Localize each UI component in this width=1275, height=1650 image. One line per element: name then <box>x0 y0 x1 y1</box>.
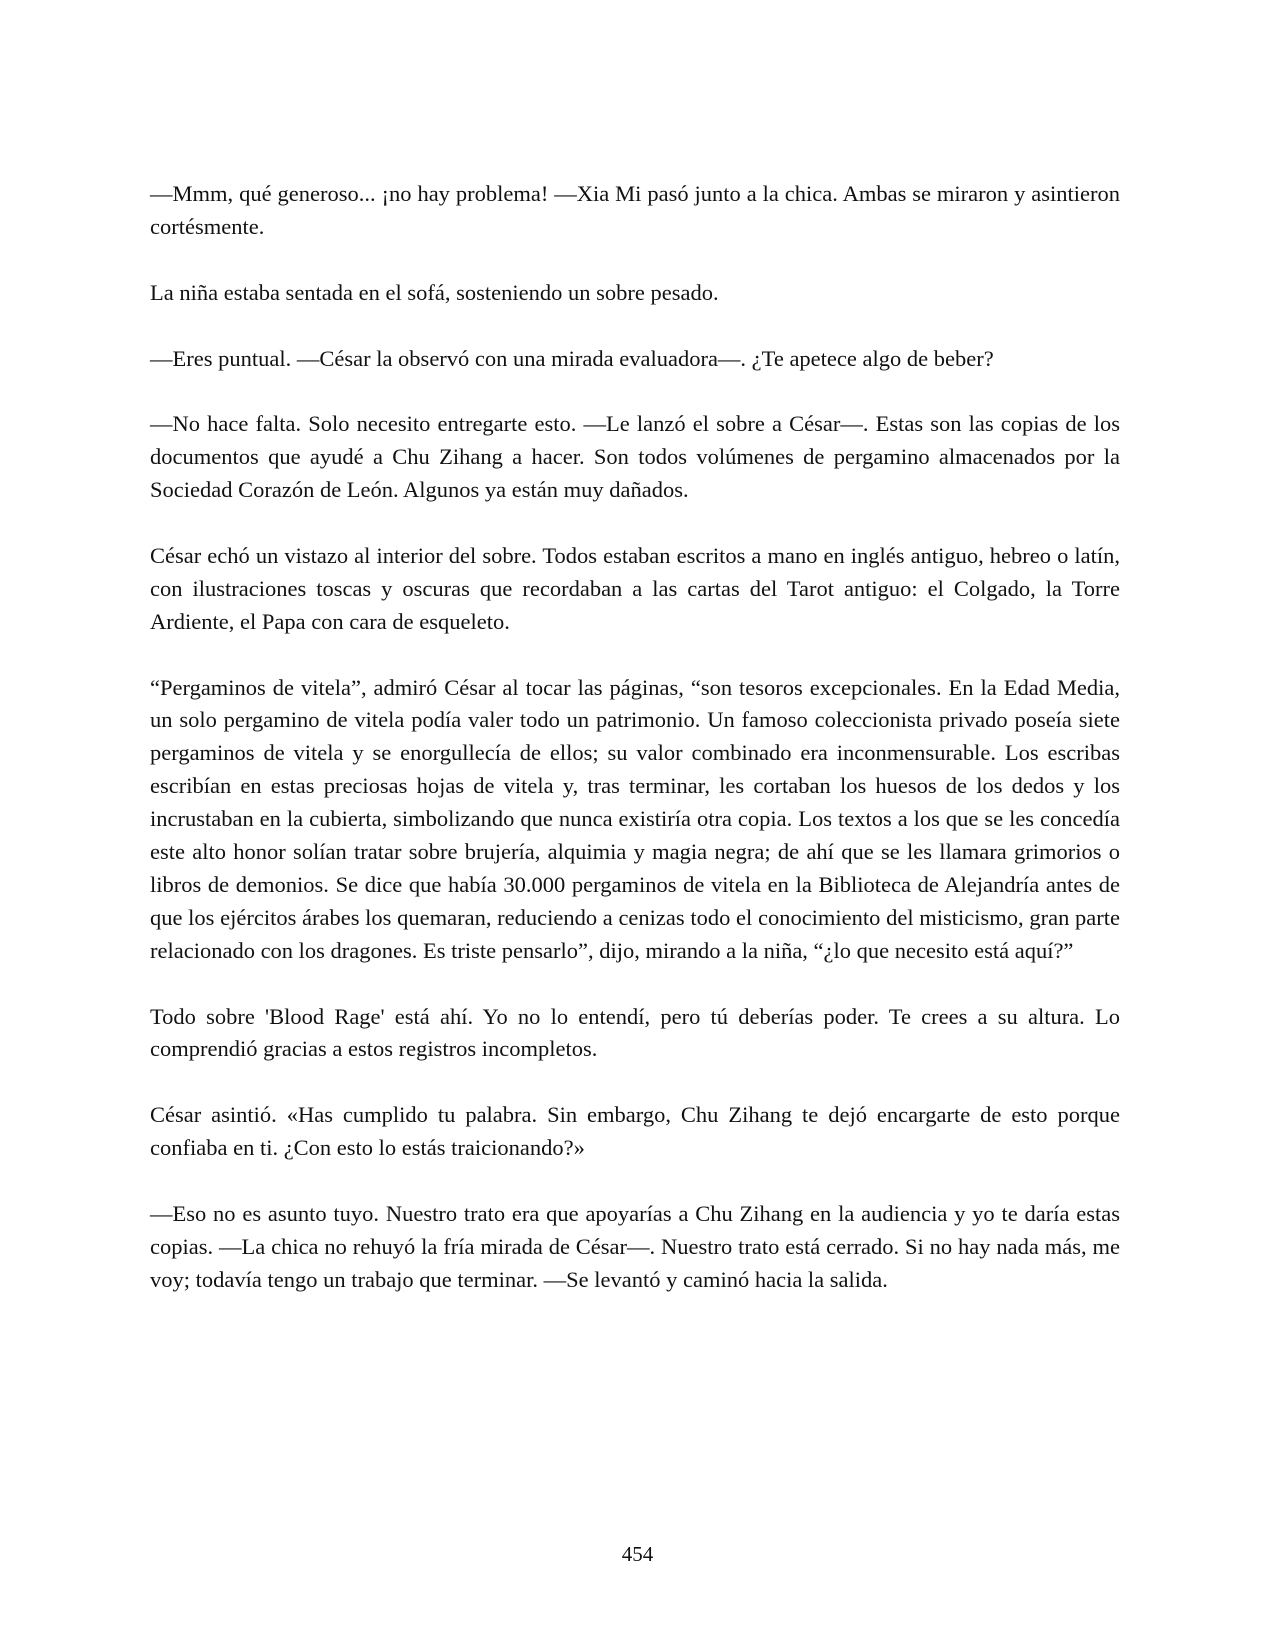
page-number: 454 <box>621 1542 654 1566</box>
paragraph: —No hace falta. Solo necesito entregarte esto. —Le lanzó el sobre a César—. Estas son las copias de los documentos que ayudé a Chu Zihang a hacer. Son todos volúmenes de pergamino almacenados por la Sociedad Corazón de León. Algunos ya están muy dañados. <box>150 411 1120 503</box>
paragraph: “Pergaminos de vitela”, admiró César al tocar las páginas, “son tesoros excepcionales. En la Edad Media, un solo pergamino de vitela podía valer todo un patrimonio. Un famoso coleccionista privado poseía siete pergaminos de vitela y se enorgullecía de ellos; su valor combinado era inconmensurable. Los escribas escribían en estas preciosas hojas de vitela y, tras terminar, les cortaban los huesos de los dedos y los incrustaban en la cubierta, simbolizando que nunca existiría otra copia. Los textos a los que se les concedía este alto honor solían tratar sobre brujería, alquimia y magia negra; de ahí que se les llamara grimorios o libros de demonios. Se dice que había 30.000 pergaminos de vitela en la Biblioteca de Alejandría antes de que los ejércitos árabes los quemaran, reduciendo a cenizas todo el conocimiento del misticismo, gran parte relacionado con los dragones. Es triste pensarlo”, dijo, mirando a la niña, “¿lo que necesito está aquí?” <box>150 674 1120 963</box>
paragraph: César asintió. «Has cumplido tu palabra. Sin embargo, Chu Zihang te dejó encargarte de esto porque confiaba en ti. ¿Con esto lo estás traicionando?» <box>150 1102 1120 1161</box>
paragraph: La niña estaba sentada en el sofá, sosteniendo un sobre pesado. <box>150 279 719 305</box>
paragraph: —Mmm, qué generoso... ¡no hay problema! —Xia Mi pasó junto a la chica. Ambas se miraron y asintieron cortésmente. <box>150 181 1120 239</box>
paragraph: —Eso no es asunto tuyo. Nuestro trato era que apoyarías a Chu Zihang en la audiencia y yo te daría estas copias. —La chica no rehuyó la fría mirada de César—. Nuestro trato está cerrado. Si no hay nada más, me voy; todavía tengo un trabajo que terminar. —Se levantó y caminó hacia la salida. <box>150 1200 1120 1292</box>
body-text <box>150 178 1120 1330</box>
paragraph: Todo sobre 'Blood Rage' está ahí. Yo no lo entendí, pero tú deberías poder. Te crees a su altura. Lo comprendió gracias a estos registros incompletos. <box>150 1003 1120 1062</box>
paragraph: César echó un vistazo al interior del sobre. Todos estaban escritos a mano en inglés antiguo, hebreo o latín, con ilustraciones toscas y oscuras que recordaban a las cartas del Tarot antiguo: el Colgado, la Torre Ardiente, el Papa con cara de esqueleto. <box>150 542 1120 634</box>
paragraph: —Eres puntual. —César la observó con una mirada evaluadora—. ¿Te apetece algo de beber? <box>150 345 994 371</box>
